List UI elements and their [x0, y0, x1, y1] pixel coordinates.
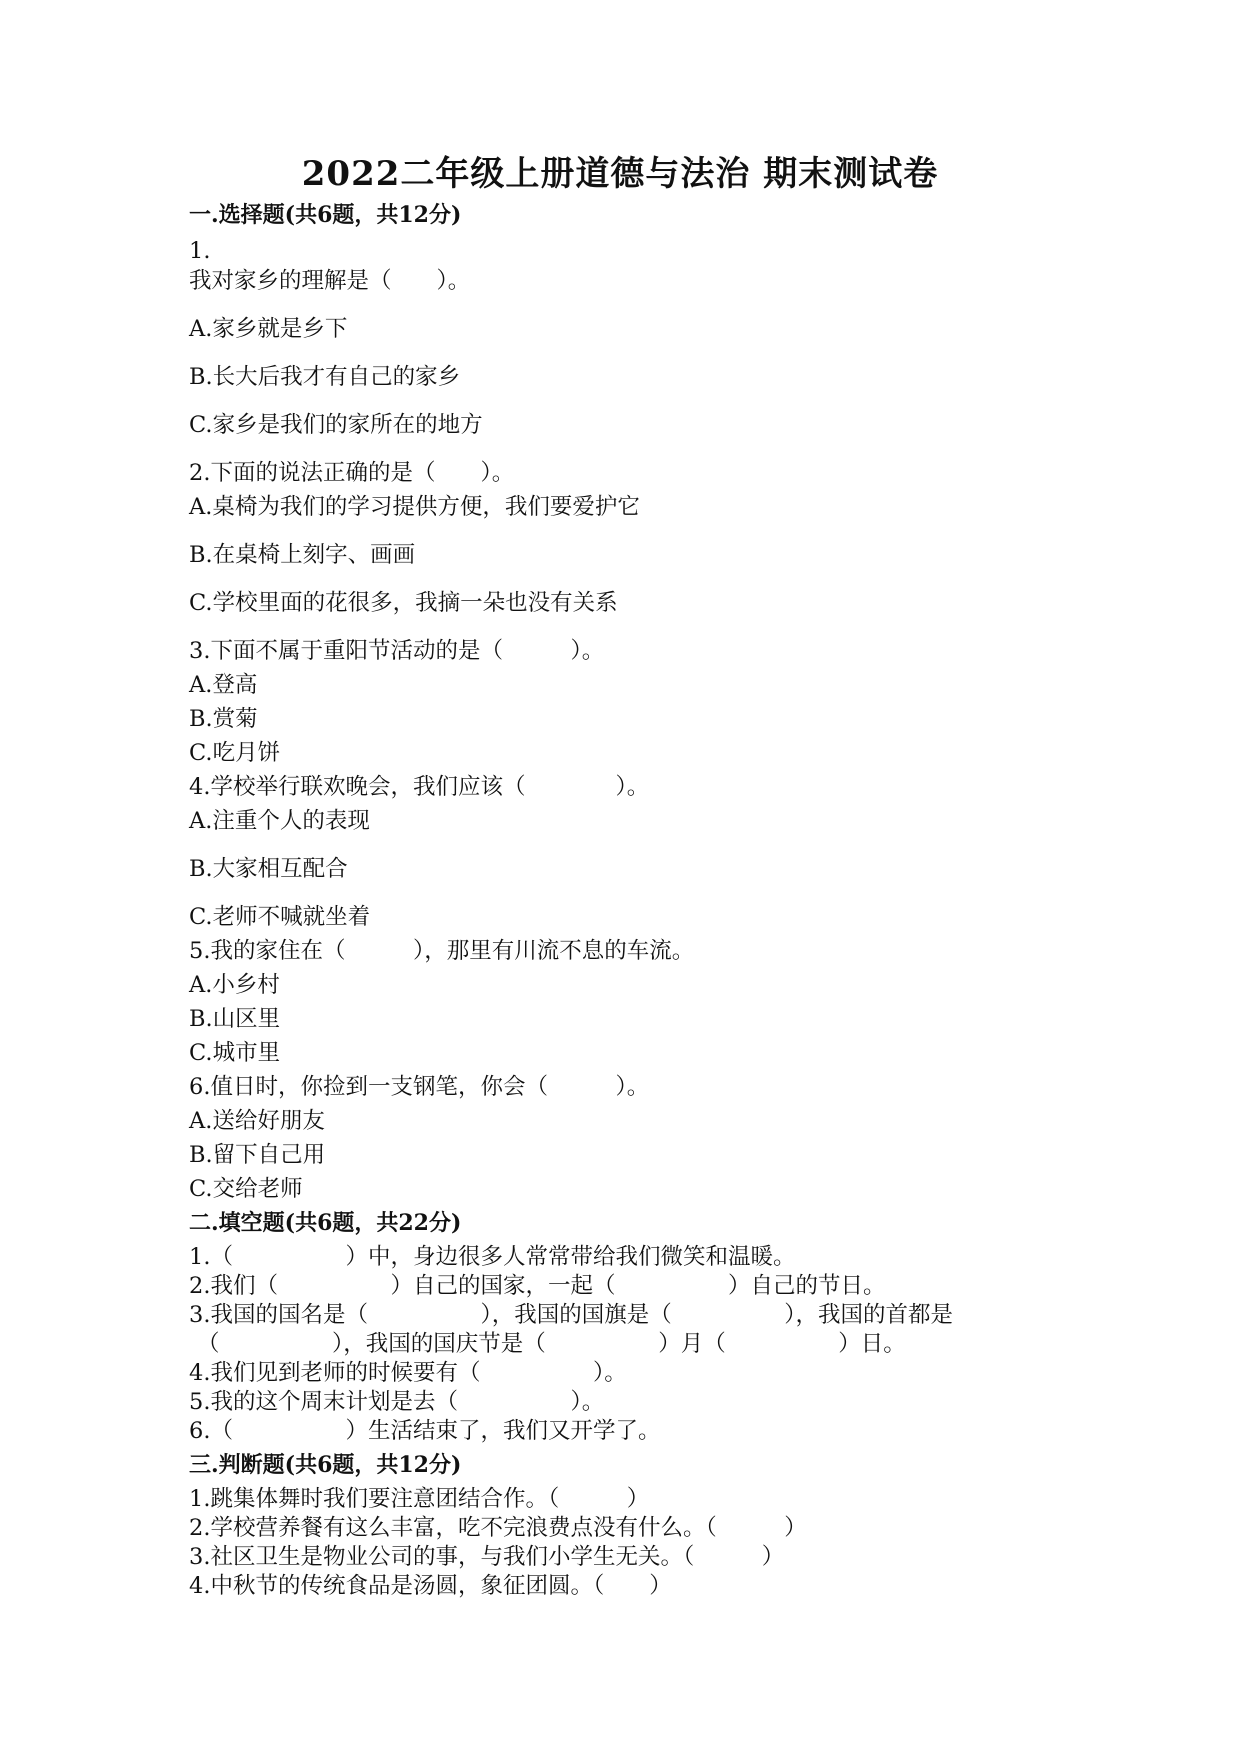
exam-title: 2022二年级上册道德与法治 期末测试卷 [301, 154, 939, 194]
option-c: C.城市里 [189, 1040, 281, 1066]
option-a: A.桌椅为我们的学习提供方便，我们要爱护它 [189, 494, 640, 520]
option-c: C.学校里面的花很多，我摘一朵也没有关系 [189, 590, 618, 616]
section-heading-judgement: 三.判断题(共6题，共12分) [189, 1452, 462, 1478]
question-stem: 2.下面的说法正确的是（ ）。 [189, 460, 515, 486]
section-heading-choice: 一.选择题(共6题，共12分) [189, 202, 462, 228]
fill-question: 6.（ ）生活结束了，我们又开学了。 [189, 1418, 661, 1444]
judge-question: 3.社区卫生是物业公司的事，与我们小学生无关。（ ） [189, 1544, 785, 1570]
option-b: B.大家相互配合 [189, 856, 348, 882]
option-b: B.留下自己用 [189, 1142, 326, 1168]
option-a: A.小乡村 [189, 972, 280, 998]
question-stem: 3.下面不属于重阳节活动的是（ ）。 [189, 638, 605, 664]
question-number: 1. [189, 238, 211, 264]
option-c: C.老师不喊就坐着 [189, 904, 371, 930]
option-a: A.登高 [189, 672, 258, 698]
option-b: B.赏菊 [189, 706, 258, 732]
fill-question: 4.我们见到老师的时候要有（ ）。 [189, 1360, 627, 1386]
option-a: A.送给好朋友 [189, 1108, 325, 1134]
question-stem: 6.值日时，你捡到一支钢笔，你会（ ）。 [189, 1074, 650, 1100]
section-heading-fill-blank: 二.填空题(共6题，共22分) [189, 1210, 462, 1236]
judge-question: 1.跳集体舞时我们要注意团结合作。（ ） [189, 1486, 650, 1512]
fill-question: 1.（ ）中，身边很多人常常带给我们微笑和温暖。 [189, 1244, 796, 1270]
fill-question: 2.我们（ ）自己的国家，一起（ ）自己的节日。 [189, 1273, 886, 1299]
question-stem: 5.我的家住在（ ），那里有川流不息的车流。 [189, 938, 695, 964]
question-stem: 4.学校举行联欢晚会，我们应该（ ）。 [189, 774, 650, 800]
option-c: C.家乡是我们的家所在的地方 [189, 412, 483, 438]
option-c: C.交给老师 [189, 1176, 303, 1202]
option-b: B.山区里 [189, 1006, 281, 1032]
judge-question: 4.中秋节的传统食品是汤圆，象征团圆。（ ） [189, 1573, 672, 1599]
option-a: A.家乡就是乡下 [189, 316, 348, 342]
judge-question: 2.学校营养餐有这么丰富，吃不完浪费点没有什么。（ ） [189, 1515, 807, 1541]
option-b: B.长大后我才有自己的家乡 [189, 364, 461, 390]
option-c: C.吃月饼 [189, 740, 281, 766]
option-b: B.在桌椅上刻字、画画 [189, 542, 416, 568]
fill-question-continued: （ ），我国的国庆节是（ ）月（ ）日。 [197, 1331, 906, 1357]
fill-question: 5.我的这个周末计划是去（ ）。 [189, 1389, 605, 1415]
fill-question: 3.我国的国名是（ ），我国的国旗是（ ），我国的首都是 [189, 1302, 953, 1328]
option-a: A.注重个人的表现 [189, 808, 370, 834]
question-stem: 我对家乡的理解是（ ）。 [189, 268, 471, 294]
